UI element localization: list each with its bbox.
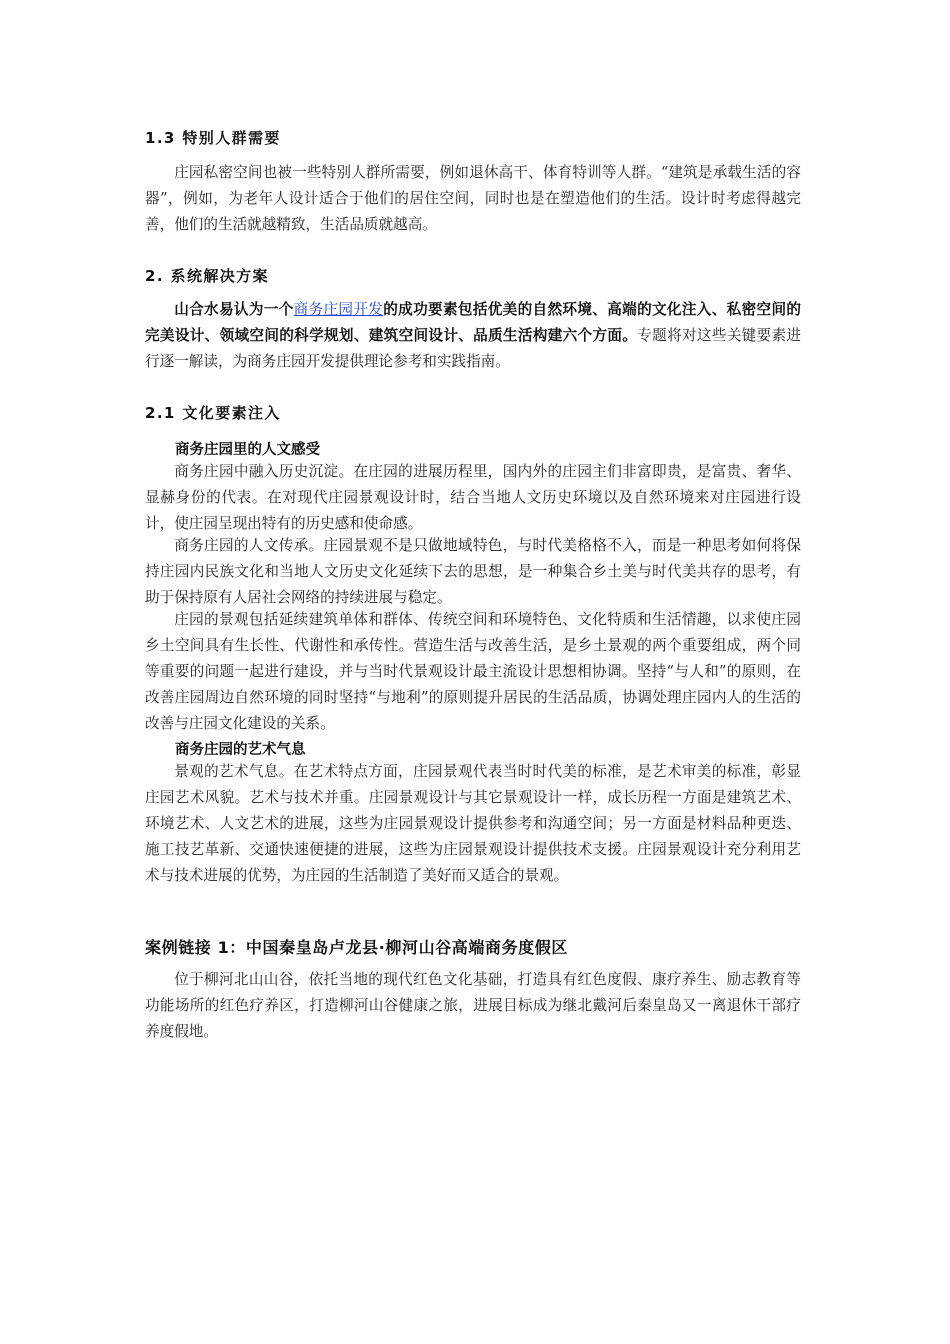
paragraph-case: 位于柳河北山山谷，依托当地的现代红色文化基础，打造具有红色度假、康疗养生、励志教育等功能场所的红色疗养区，打造柳河山谷健康之旅，进展目标成为继北戴河后秦皇岛又一离退休干部疗养度假地。: [145, 971, 801, 1040]
paragraph-2-1-a: 商务庄园中融入历史沉淀。在庄园的进展历程里，国内外的庄园主们非富即贵，是富贵、奢华、显赫身份的代表。在对现代庄园景观设计时，结合当地人文历史环境以及自然环境来对庄园进行设计，使庄园呈现出特有的历史感和使命感。: [145, 463, 801, 532]
heading-1-3: 1.3 特别人群需要: [145, 129, 281, 147]
heading-2: 2. 系统解决方案: [145, 267, 269, 285]
heading-2-1: 2.1 文化要素注入: [145, 404, 281, 422]
paragraph-2-rest: 专题将对这些关键要素进行逐一解读，为商务庄园开发提供理论参考和实践指南。: [145, 327, 801, 370]
subheading-humanistic-feeling: 商务庄园里的人文感受: [175, 442, 320, 458]
paragraph-2: [145, 297, 801, 375]
paragraph-2-1-b: 商务庄园的人文传承。庄园景观不是只做地域特色，与时代美格格不入，而是一种思考如何将保持庄园内民族文化和当地人文历史文化延续下去的思想，是一种集合乡土美与时代美共存的思考，有助于保持原有人居社会网络的持续进展与稳定。: [145, 537, 801, 606]
paragraph-2-1-d: 景观的艺术气息。在艺术特点方面，庄园景观代表当时时代美的标准，是艺术审美的标准，彰显庄园艺术风貌。艺术与技术并重。庄园景观设计与其它景观设计一样，成长历程一方面是建筑艺术、环境艺术、人文艺术的进展，这些为庄园景观设计提供参考和沟通空间；另一方面是材料品种更迭、施工技艺革新、交通快速便捷的进展，这些为庄园景观设计提供技术支援。庄园景观设计充分利用艺术与技术进展的优势，为庄园的生活制造了美好而又适合的景观。: [145, 763, 801, 884]
subheading-artistic-atmosphere: 商务庄园的艺术气息: [175, 742, 306, 758]
paragraph-2-bold-b: 的成功要素包括优美的自然环境、高端的文化注入、私密空间的完美设计、领域空间的科学规划、建筑空间设计、品质生活构建六个方面。: [145, 301, 801, 344]
business-manor-development-link[interactable]: 商务庄园开发: [293, 301, 384, 318]
paragraph-1-3: 庄园私密空间也被一些特别人群所需要，例如退休高干、体育特训等人群。“建筑是承载生活的容器”，例如，为老年人设计适合于他们的居住空间，同时也是在塑造他们的生活。设计时考虑得越完善，他们的生活就越精致，生活品质就越高。: [145, 164, 801, 233]
paragraph-2-bold-a: 山合水易认为一个: [174, 301, 294, 318]
paragraph-2-1-c: 庄园的景观包括延续建筑单体和群体、传统空间和环境特色、文化特质和生活情趣，以求使庄园乡土空间具有生长性、代谢性和承传性。营造生活与改善生活，是乡土景观的两个重要组成，两个同等重要的问题一起进行建设，并与当时代景观设计最主流设计思想相协调。坚持“与人和”的原则，在改善庄园周边自然环境的同时坚持“与地利”的原则提升居民的生活品质，协调处理庄园内人的生活的改善与庄园文化建设的关系。: [145, 611, 801, 732]
heading-case-link: 案例链接 1：中国秦皇岛卢龙县·柳河山谷高端商务度假区: [145, 938, 568, 957]
